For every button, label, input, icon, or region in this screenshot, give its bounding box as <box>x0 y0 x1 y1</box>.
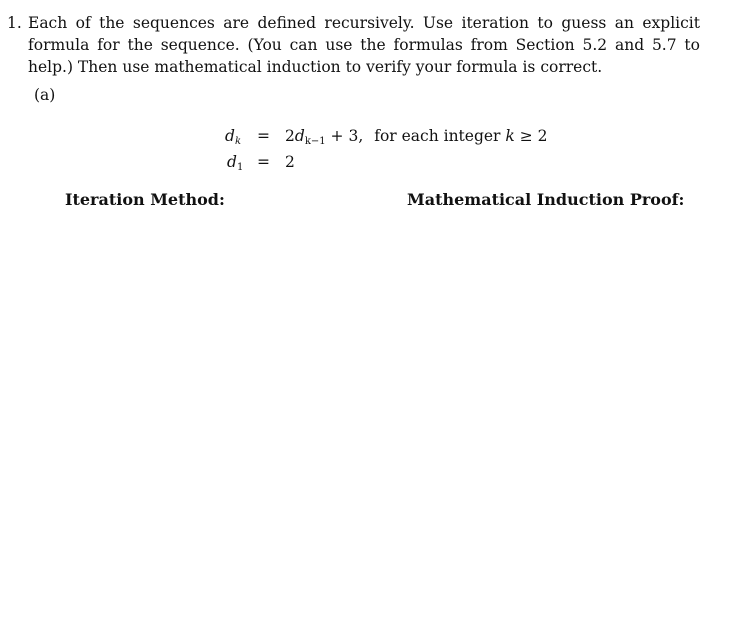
part-label: (a) <box>34 86 56 104</box>
recurrence-lhs-dk: $d_k$ <box>225 127 241 147</box>
induction-proof-heading: Mathematical Induction Proof: <box>407 190 685 209</box>
problem-text: Each of the sequences are defined recursively. Use iteration to guess an explicit formula for the sequence. (You can use the formulas from Section 5.2 and 5.7 to help.) Then use mathematical induction to verify your formula is correct. <box>28 14 700 76</box>
initial-condition-value: 2 <box>285 153 295 171</box>
problem-statement <box>7 12 707 78</box>
initial-condition-lhs: $d_1$ <box>227 153 244 173</box>
recurrence-equals-2: = <box>257 153 270 171</box>
iteration-method-heading: Iteration Method: <box>65 190 225 209</box>
problem-number: 1. <box>7 14 22 32</box>
recurrence-rhs: $2d_{k-1} + 3$, for each integer k ≥ 2 <box>285 127 548 147</box>
recurrence-equals-1: = <box>257 127 270 145</box>
